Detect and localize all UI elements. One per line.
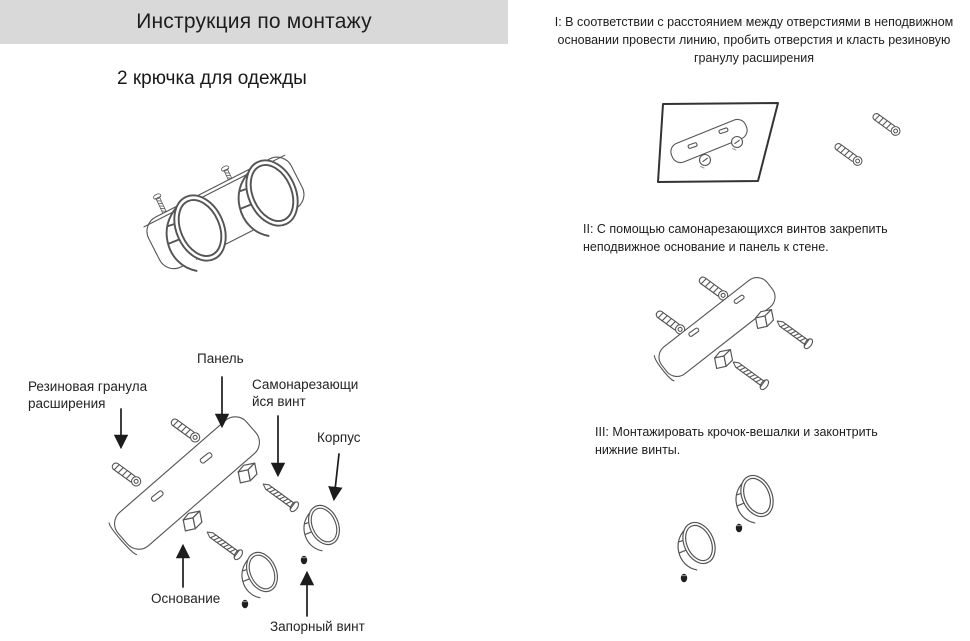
step-1-drawing [630,90,920,215]
lock-screw-icon [242,600,248,609]
hook-body-icon [241,548,284,598]
lock-screw-icon [681,574,687,583]
step-3-drawing [650,465,840,635]
rubber-plug-icon [110,461,142,488]
rubber-plug-icon [833,142,864,168]
self-tapping-screw-icon [730,358,770,392]
base-nut-icon [238,463,257,483]
hook-body-icon [237,152,308,236]
base-nut-icon [715,350,733,369]
self-tapping-screw-icon [774,317,814,351]
lock-screw-icon [736,524,742,533]
rubber-plug-icon [871,112,902,138]
self-tapping-screw-icon [260,480,300,514]
label-panel: Панель [197,351,244,366]
label-body: Корпус [317,430,361,445]
label-self-tapping-screw: Самонарезающийся винт [252,377,359,409]
page-title: Инструкция по монтажу [136,10,372,33]
assembled-product-drawing [135,122,350,302]
hook-body-icon [677,517,722,570]
hook-body-icon [303,501,346,551]
step-1-text: I: В соответствии с расстоянием между отверстиями в неподвижном основании провести линию, пробить отверстия и класть резиновую гранулу расширения [554,15,954,65]
product-name: 2 крючка для одежды [117,68,307,89]
body-callout-arrow [334,454,339,499]
step-2-drawing [620,275,890,405]
lock-screw-icon [301,556,307,565]
hook-body-icon [735,470,780,523]
rubber-plug-icon [654,309,686,336]
label-rubber-plug: Резиновая гранула расширения [28,379,148,411]
step-2-text: II: С помощью самонарезающихся винтов закрепить неподвижное основание и панель к стене. [583,222,888,254]
base-nut-icon [183,511,202,531]
label-base: Основание [151,591,221,606]
rubber-plug-icon [697,275,729,302]
label-lock-screw: Запорный винт [270,619,365,634]
exploded-view-drawing [0,350,450,641]
step-3-text: III: Монтажировать крочок-вешалки и законтрить нижние винты. [595,425,878,457]
self-tapping-screw-icon [204,528,244,562]
page-title-bar [0,0,508,44]
rubber-plug-icon [169,417,201,444]
